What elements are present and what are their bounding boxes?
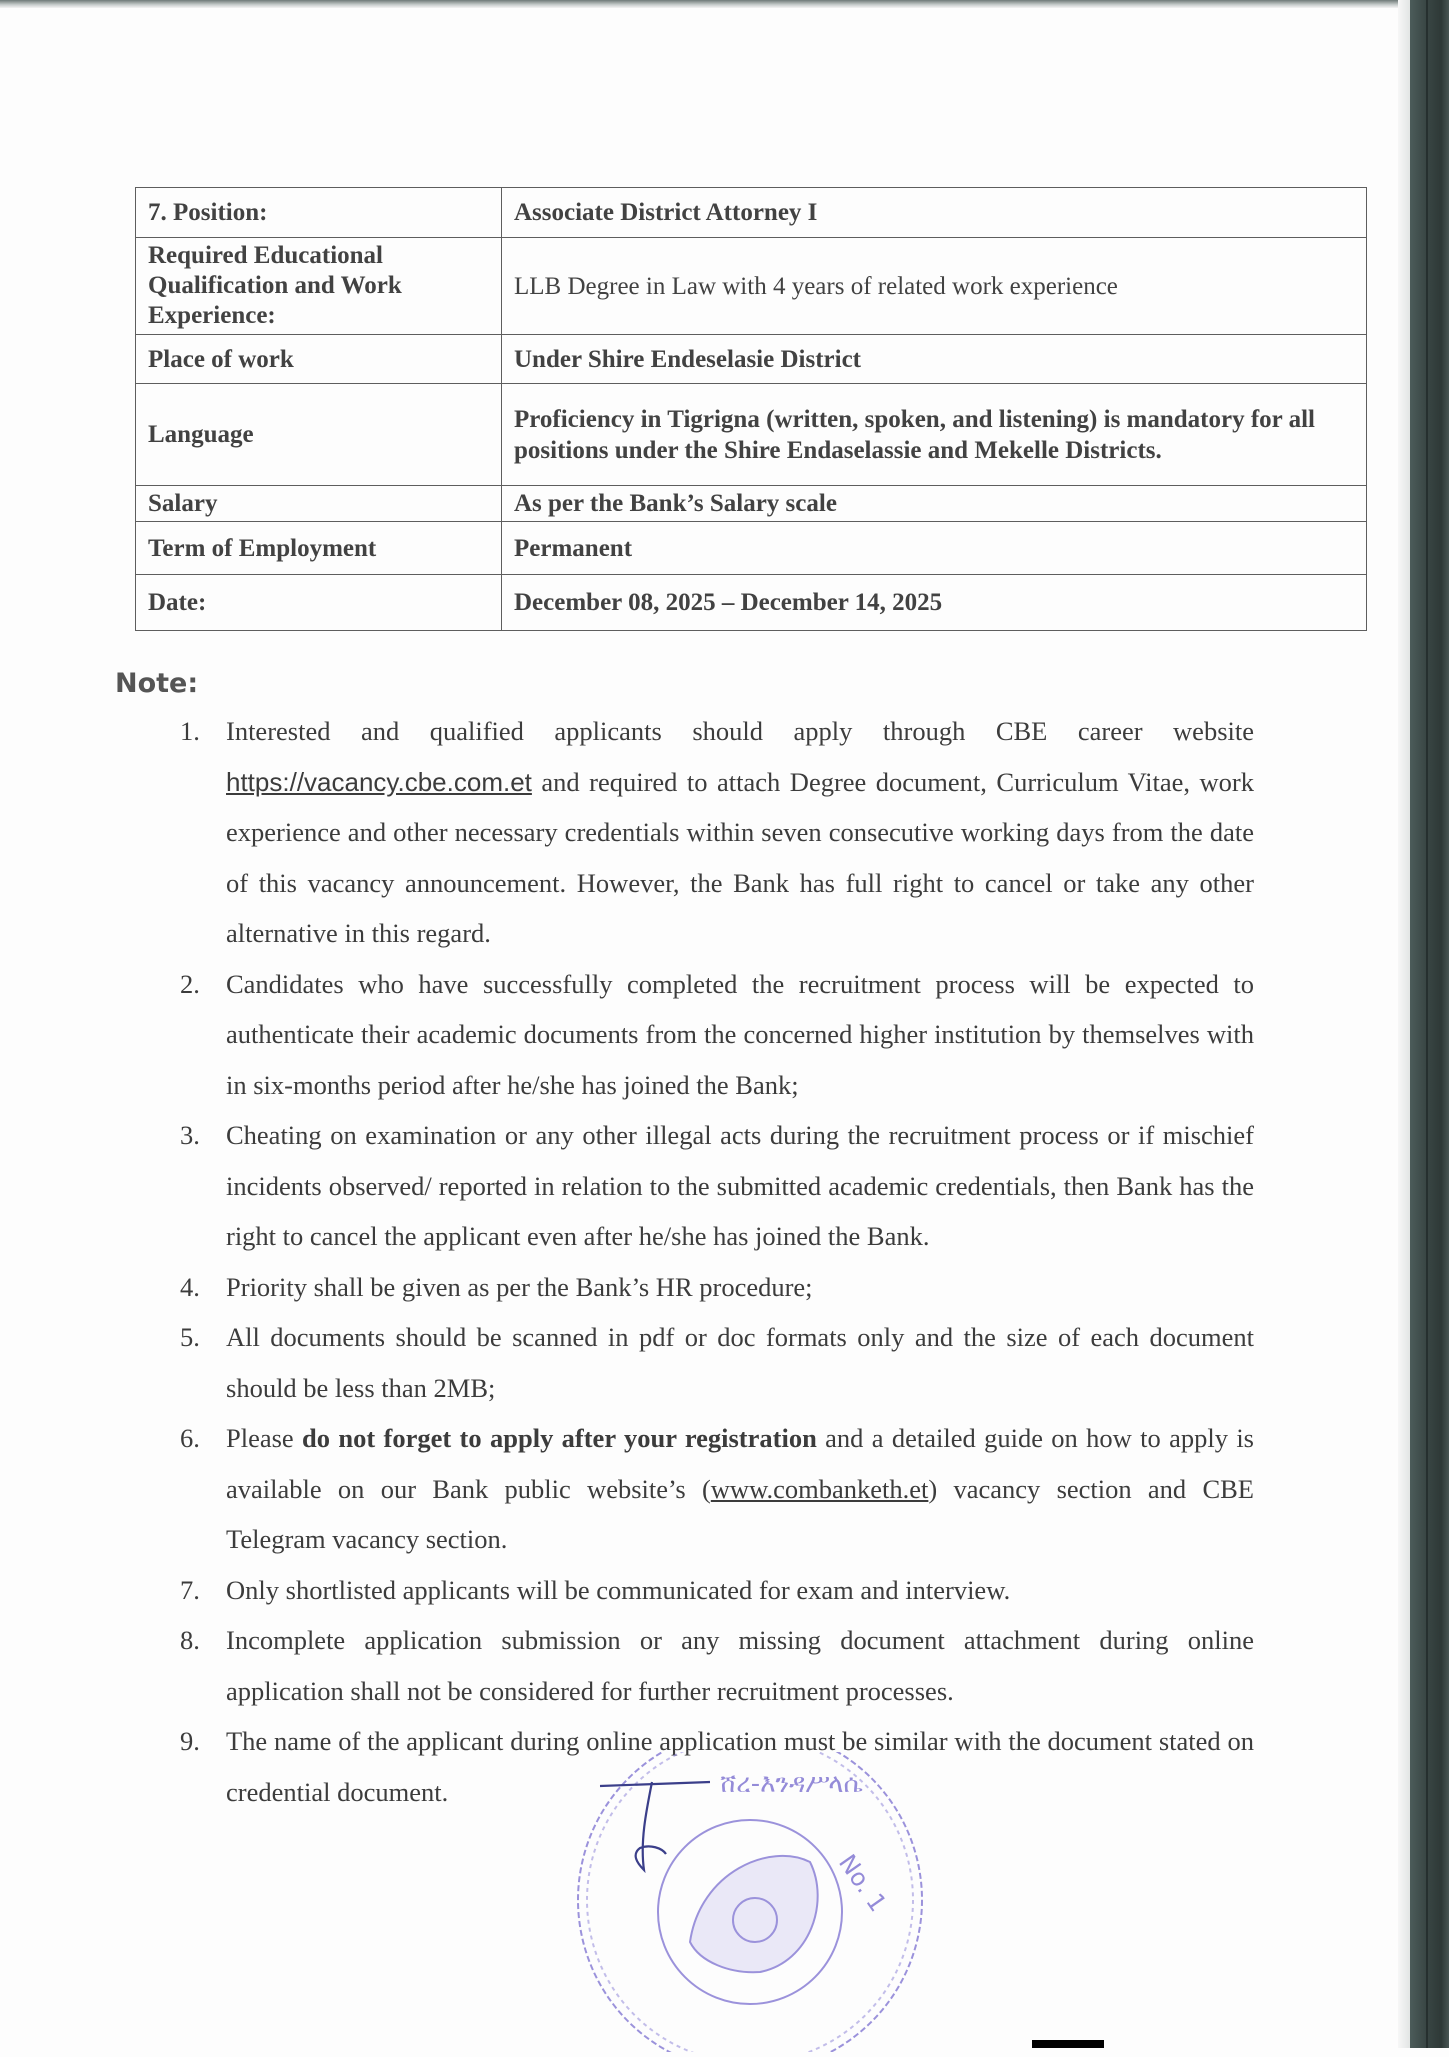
item-number: 9. [180, 1726, 200, 1756]
position-details-table [135, 187, 1367, 631]
item-number: 2. [180, 968, 200, 999]
qualification-value: LLB Degree in Law with 4 years of related work experience [502, 238, 1367, 335]
item-text: Candidates who have successfully completed the recruitment process will be expected to authenticate their academic documents from the concerned higher institution by themselves with in six-months period after he/she has joined the Bank; [226, 968, 1254, 1100]
salary-value: As per the Bank’s Salary scale [502, 486, 1367, 522]
list-item [176, 959, 1254, 1111]
scan-top-edge [0, 0, 1449, 8]
list-item [176, 1565, 1254, 1616]
item-number: 8. [180, 1625, 200, 1655]
position-value: Associate District Attorney I [502, 188, 1367, 238]
table-row-position [136, 188, 1367, 238]
language-value: Proficiency in Tigrigna (written, spoken, and listening) is mandatory for all positions under the Shire Endaselassie and Mekelle Districts. [502, 384, 1367, 486]
row-label: Place of work [136, 335, 502, 384]
vacancy-site-link[interactable]: https://vacancy.cbe.com.et [226, 766, 532, 797]
notes-list [176, 706, 1254, 1817]
item-number: 3. [180, 1120, 200, 1150]
item-text: Priority shall be given as per the Bank’s HR procedure; [226, 1271, 813, 1302]
date-value: December 08, 2025 – December 14, 2025 [502, 575, 1367, 631]
note-heading: Note: [115, 668, 199, 699]
table-row-salary [136, 486, 1367, 522]
list-item [176, 1413, 1254, 1565]
row-label: Salary [136, 486, 502, 522]
table-row-term [136, 522, 1367, 575]
term-value: Permanent [502, 522, 1367, 575]
item-number: 4. [180, 1271, 200, 1302]
row-label: 7. Position: [136, 188, 502, 238]
bank-website-link[interactable]: www.combanketh.et [710, 1473, 929, 1504]
item-number: 1. [180, 716, 200, 746]
list-item [176, 1262, 1254, 1313]
table-row-language [136, 384, 1367, 486]
table-row-date [136, 575, 1367, 631]
list-item [176, 1615, 1254, 1716]
item-text: ) vacancy section and CBE Telegram vacancy section. [226, 1473, 1254, 1554]
list-item [176, 1312, 1254, 1413]
item-number: 5. [180, 1322, 200, 1352]
svg-text:ሸረ-እንዳሥላሴ: ሸረ-እንዳሥላሴ [720, 1769, 863, 1799]
place-of-work-value: Under Shire Endeselasie District [502, 335, 1367, 384]
item-text: Interested and qualified applicants should apply through CBE career website [226, 716, 1254, 746]
row-label: Required Educational Qualification and Work Experience: [136, 238, 502, 335]
stamp-seal-icon [570, 1752, 930, 2052]
row-label: Term of Employment [136, 522, 502, 575]
item-text: Cheating on examination or any other illegal acts during the recruitment process or if mischief incidents observed/ reported in relation to the submitted academic credentials, then Bank has the right to cancel the applicant even after he/she has joined the Bank. [226, 1120, 1254, 1251]
item-number: 6. [180, 1423, 200, 1453]
row-label: Date: [136, 575, 502, 631]
table-row-qualification [136, 238, 1367, 335]
item-text: Only shortlisted applicants will be communicated for exam and interview. [226, 1574, 1011, 1605]
item-text: and a detailed guide on how to apply is available on our Bank public website’s ( [226, 1423, 1254, 1504]
scan-right-edge-line [1426, 0, 1428, 2048]
scan-right-edge [1410, 0, 1449, 2048]
list-item [176, 1110, 1254, 1262]
row-label: Language [136, 384, 502, 486]
item-text: and required to attach Degree document, Curriculum Vitae, work experience and other necessary credentials within seven consecutive working days from the date of this vacancy announcement. However, the Bank has full right to cancel or take any other alternative in this regard. [226, 766, 1254, 948]
item-text: Please [226, 1423, 303, 1453]
item-text: All documents should be scanned in pdf or doc formats only and the size of each document should be less than 2MB; [226, 1322, 1254, 1403]
official-stamp [570, 1752, 930, 2052]
table-row-place-of-work [136, 335, 1367, 384]
item-text: Incomplete application submission or any missing document attachment during online application shall not be considered for further recruitment processes. [226, 1625, 1254, 1706]
list-item [176, 706, 1254, 959]
item-number: 7. [180, 1574, 200, 1605]
emphasis-text: do not forget to apply after your registration [302, 1423, 817, 1453]
scan-margin [1398, 0, 1410, 2048]
svg-text:No. 1: No. 1 [833, 1849, 893, 1917]
item-text: The name of the applicant during online application must be similar with the document stated on credential document. [226, 1726, 1254, 1807]
redaction-bar [1032, 2040, 1104, 2048]
